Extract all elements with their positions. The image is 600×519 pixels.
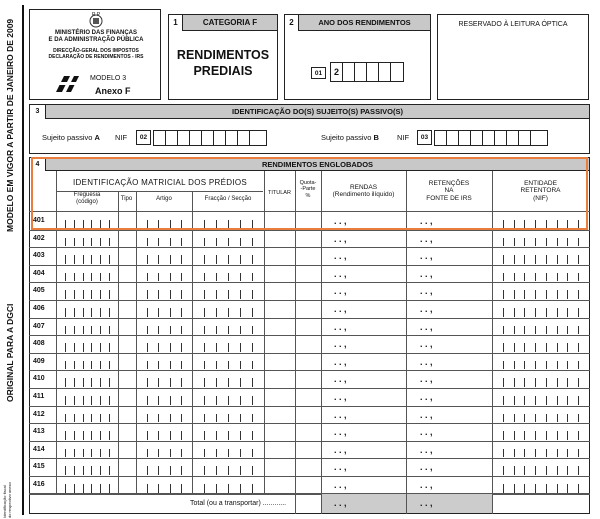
retencoes-mask: . . ,: [420, 480, 433, 490]
retencoes-mask: . . ,: [420, 374, 433, 385]
left-sidebar: [0, 0, 22, 519]
row-number: 416: [33, 481, 45, 488]
box1-number: 1: [169, 15, 183, 31]
rendas-mask: . . ,: [334, 374, 347, 385]
rendas-mask: . . ,: [334, 339, 347, 350]
row-number: 413: [33, 428, 45, 436]
table-row[interactable]: [56, 423, 591, 441]
rendas-mask: . . ,: [334, 268, 347, 279]
table-row[interactable]: [56, 300, 591, 318]
coat-of-arms-icon: [88, 14, 104, 28]
section-3: [29, 104, 590, 154]
year-box: [284, 14, 431, 100]
taxpayer-b-nif-label: NIF: [397, 133, 410, 142]
retencoes-mask: . . ,: [420, 462, 433, 473]
col-artigo: Artigo: [156, 196, 172, 202]
total-label: Total (ou a transportar) ............: [190, 500, 287, 507]
retencoes-mask: . . ,: [420, 321, 433, 332]
retencoes-mask: . . ,: [420, 356, 433, 367]
table-row[interactable]: [56, 476, 591, 494]
col-entidade-retentora: ENTIDADE RETENTORA (NIF): [520, 180, 561, 202]
section-3-number: 3: [30, 105, 46, 119]
rendas-mask: . . ,: [334, 304, 347, 314]
reserved-label: RESERVADO À LEITURA ÓPTICA: [458, 21, 568, 28]
category-subtitle: RENDIMENTOS PREDIAIS: [176, 48, 270, 78]
row-number: 404: [33, 269, 45, 277]
version-text: MODELO EM VIGOR A PARTIR DE JANEIRO DE 2009: [5, 18, 15, 232]
row-number: 401: [33, 217, 45, 224]
rendas-mask: . . ,: [334, 480, 347, 490]
col-tipo: Tipo: [120, 196, 133, 202]
table-row[interactable]: [56, 265, 591, 283]
taxpayer-a-nif-label: NIF: [115, 133, 128, 142]
retencoes-mask: . . ,: [420, 444, 433, 455]
col-fraccao: Fracção / Secção: [204, 196, 252, 202]
table-row[interactable]: [56, 318, 591, 336]
sidebar-divider: [22, 5, 24, 515]
row-number: 409: [33, 357, 45, 365]
taxpayer-b-nif-input[interactable]: [434, 130, 548, 146]
taxpayer-b-label: Sujeito passivo B: [321, 133, 379, 142]
table-row[interactable]: [56, 282, 591, 300]
retencoes-mask: . . ,: [420, 409, 433, 420]
col-titular: TITULAR: [268, 190, 291, 196]
rendas-mask: . . ,: [334, 216, 347, 226]
year-field-code: 01: [311, 67, 326, 79]
row-number: 410: [33, 375, 45, 383]
row-number: 412: [33, 410, 45, 418]
ministry-box: [29, 9, 161, 100]
ministry-name: MINISTÉRIO DAS FINANÇAS E DA ADMINISTRAÇÃO PÚBLICA: [48, 30, 144, 44]
rendas-mask: . . ,: [334, 392, 347, 402]
category-box: [168, 14, 278, 100]
total-rendas-mask: . . ,: [334, 498, 347, 508]
taxpayer-a-label: Sujeito passivo A: [42, 133, 100, 142]
annex-small-text: do respectivo anexo: [7, 482, 12, 518]
table-row[interactable]: [56, 458, 591, 476]
table-row[interactable]: [56, 247, 591, 265]
row-number: 402: [33, 234, 45, 242]
directorate-name: DIRECÇÃO-GERAL DOS IMPOSTOS DECLARAÇÃO DE RENDIMENTOS - IRS: [48, 48, 144, 61]
row-number: 408: [33, 340, 45, 348]
retencoes-mask: . . ,: [420, 304, 433, 314]
col-freguesia: Freguesia (código): [73, 192, 101, 205]
model-label: MODELO 3: [90, 75, 127, 82]
taxpayer-b-code: 03: [417, 130, 432, 145]
table-row[interactable]: [56, 353, 591, 371]
section-4-title: RENDIMENTOS ENGLOBADOS: [261, 160, 374, 169]
table-row[interactable]: [56, 441, 591, 459]
total-retencoes-mask: . . ,: [420, 498, 433, 508]
retencoes-mask: . . ,: [420, 339, 433, 350]
emblem-letters: R P: [91, 12, 101, 18]
category-title: CATEGORIA F: [202, 18, 258, 27]
table-row[interactable]: [56, 370, 591, 388]
year-title: ANO DOS RENDIMENTOS: [318, 18, 411, 27]
rendas-mask: . . ,: [334, 233, 347, 244]
section-3-title: IDENTIFICAÇÃO DO(S) SUJEITO(S) PASSIVO(S): [232, 107, 403, 116]
annex-label: Anexo F: [95, 86, 131, 96]
row-number: 415: [33, 463, 45, 471]
rendas-mask: . . ,: [334, 427, 347, 438]
taxpayer-a-nif-input[interactable]: [153, 130, 267, 146]
dgci-logo-icon: [54, 74, 80, 94]
table-row[interactable]: [56, 230, 591, 248]
retencoes-mask: . . ,: [420, 286, 433, 297]
table-row[interactable]: [56, 335, 591, 353]
retencoes-mask: . . ,: [420, 392, 433, 402]
row-number: 403: [33, 252, 45, 260]
highlight-frame: [31, 157, 588, 230]
property-identification-header: IDENTIFICAÇÃO MATRICIAL DOS PRÉDIOS: [72, 178, 248, 187]
rendas-mask: . . ,: [334, 286, 347, 297]
retencoes-mask: . . ,: [420, 233, 433, 244]
table-row[interactable]: [56, 406, 591, 424]
original-text: ORIGINAL PARA A DGCI: [5, 303, 15, 402]
section-4-number: 4: [30, 158, 46, 171]
retencoes-mask: . . ,: [420, 268, 433, 279]
row-number: 405: [33, 287, 45, 295]
col-retencoes: RETENÇÕES NA FONTE DE IRS: [426, 180, 472, 202]
retencoes-mask: . . ,: [420, 427, 433, 438]
year-value: 2: [334, 67, 340, 77]
row-number: 407: [33, 322, 45, 330]
retencoes-mask: . . ,: [420, 251, 433, 262]
row-number: 414: [33, 445, 45, 453]
optical-reading-box: [437, 14, 589, 100]
rendas-mask: . . ,: [334, 251, 347, 262]
year-input[interactable]: [330, 62, 404, 82]
col-rendas: RENDAS (Rendimento ilíquido): [332, 184, 395, 199]
retencoes-mask: . . ,: [420, 216, 433, 226]
row-number: 406: [33, 305, 45, 312]
rendas-mask: . . ,: [334, 321, 347, 332]
rendas-mask: . . ,: [334, 462, 347, 473]
fiscal-id-small-text: Identificação fiscal: [2, 485, 7, 518]
row-number: 411: [33, 393, 45, 400]
col-quota-parte: Quota- -Parte %: [299, 180, 317, 199]
rendas-mask: . . ,: [334, 356, 347, 367]
rendas-mask: . . ,: [334, 444, 347, 455]
box2-number: 2: [285, 15, 299, 31]
taxpayer-a-code: 02: [136, 130, 151, 145]
rendas-mask: . . ,: [334, 409, 347, 420]
table-row[interactable]: [56, 388, 591, 406]
